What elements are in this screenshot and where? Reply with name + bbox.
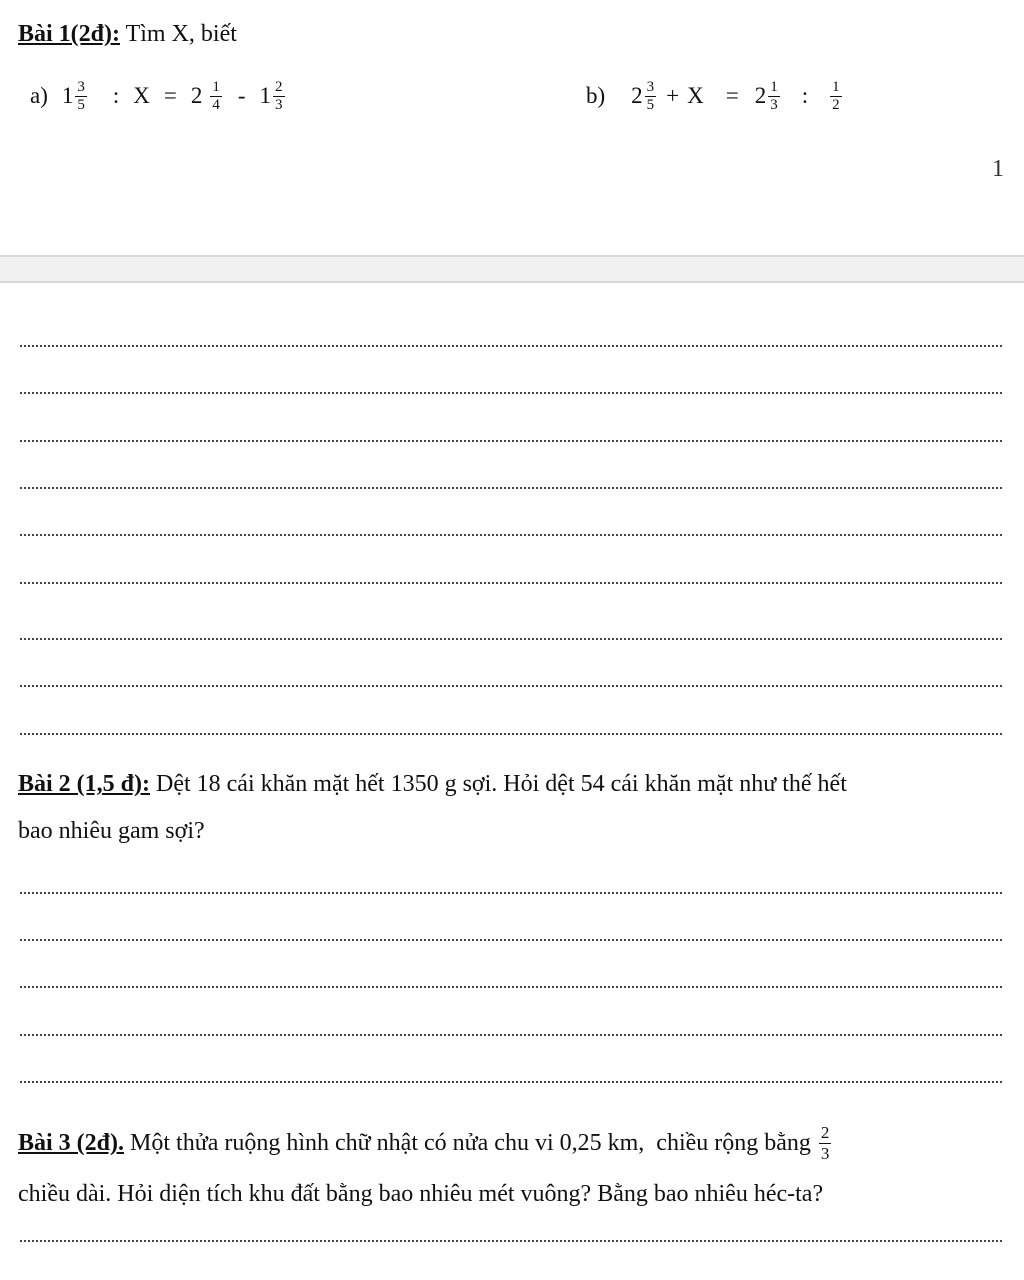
operator: - <box>237 83 246 108</box>
answer-line <box>20 345 1002 347</box>
denominator: 3 <box>820 1143 830 1163</box>
denominator: 5 <box>77 96 85 113</box>
equation-a <box>30 70 287 122</box>
bai1-title: Bài 1(2đ): <box>18 21 120 47</box>
operator: : <box>112 83 120 108</box>
fraction <box>273 79 285 114</box>
operator: : <box>801 83 809 108</box>
bai3-text: Một thửa ruộng hình chữ nhật có nửa chu vi 0,25 km, chiều rộng bằng <box>124 1130 817 1156</box>
answer-line <box>20 685 1002 687</box>
unknown-x: X <box>687 83 704 108</box>
numerator: 3 <box>77 78 85 95</box>
page-break <box>0 255 1024 283</box>
bai1-text: Tìm X, biết <box>120 21 237 47</box>
answer-line <box>20 487 1002 489</box>
numerator: 1 <box>770 78 778 95</box>
answer-line <box>20 534 1002 536</box>
whole-part: 2 <box>631 83 643 108</box>
answer-line <box>20 733 1002 735</box>
answer-line <box>20 638 1002 640</box>
denominator: 2 <box>832 96 840 113</box>
mixed-number <box>191 79 224 114</box>
equation-a-label: a) <box>30 83 48 108</box>
bai2-text: Dệt 18 cái khăn mặt hết 1350 g sợi. Hỏi dệt 54 cái khăn mặt như thế hết <box>150 771 847 797</box>
numerator: 2 <box>275 78 283 95</box>
answer-line <box>20 939 1002 941</box>
answer-line <box>20 392 1002 394</box>
equals-sign: = <box>725 83 739 108</box>
answer-line <box>20 582 1002 584</box>
numerator: 1 <box>212 78 220 95</box>
equation-b <box>586 70 844 122</box>
answer-line <box>20 986 1002 988</box>
answer-line <box>20 892 1002 894</box>
fraction <box>75 79 87 114</box>
bai2-line1 <box>18 770 847 798</box>
page-number: 1 <box>992 156 1004 182</box>
answer-line <box>20 1034 1002 1036</box>
denominator: 3 <box>275 96 283 113</box>
bai2-line2: bao nhiêu gam sợi? <box>18 818 205 844</box>
fraction <box>819 1123 832 1164</box>
bai2-title: Bài 2 (1,5 đ): <box>18 771 150 797</box>
fraction <box>210 79 222 114</box>
denominator: 4 <box>212 96 220 113</box>
mixed-number <box>62 79 89 114</box>
answer-line <box>20 1081 1002 1083</box>
mixed-number <box>631 79 658 114</box>
equation-b-label: b) <box>586 83 606 108</box>
fraction <box>830 79 842 114</box>
whole-part: 1 <box>61 83 74 108</box>
fraction <box>768 79 780 114</box>
bai3-title: Bài 3 (2đ). <box>18 1130 125 1156</box>
whole-part: 2 <box>190 83 203 108</box>
bai3-line1 <box>18 1116 833 1170</box>
unknown-x: X <box>133 83 150 108</box>
answer-line <box>20 440 1002 442</box>
whole-part: 2 <box>754 83 767 108</box>
operator: + <box>666 83 680 108</box>
bai3-line2: chiều dài. Hỏi diện tích khu đất bằng bao nhiêu mét vuông? Bằng bao nhiêu héc-ta? <box>18 1181 824 1207</box>
numerator: 2 <box>820 1122 830 1142</box>
mixed-number <box>260 79 287 114</box>
numerator: 3 <box>646 78 655 95</box>
equals-sign: = <box>163 83 177 108</box>
numerator: 1 <box>832 78 840 95</box>
denominator: 3 <box>770 96 778 113</box>
answer-line <box>20 1240 1002 1242</box>
bai1-heading <box>18 20 237 48</box>
mixed-number <box>755 79 782 114</box>
fraction <box>645 79 657 114</box>
whole-part: 1 <box>259 83 272 108</box>
denominator: 5 <box>646 96 655 113</box>
